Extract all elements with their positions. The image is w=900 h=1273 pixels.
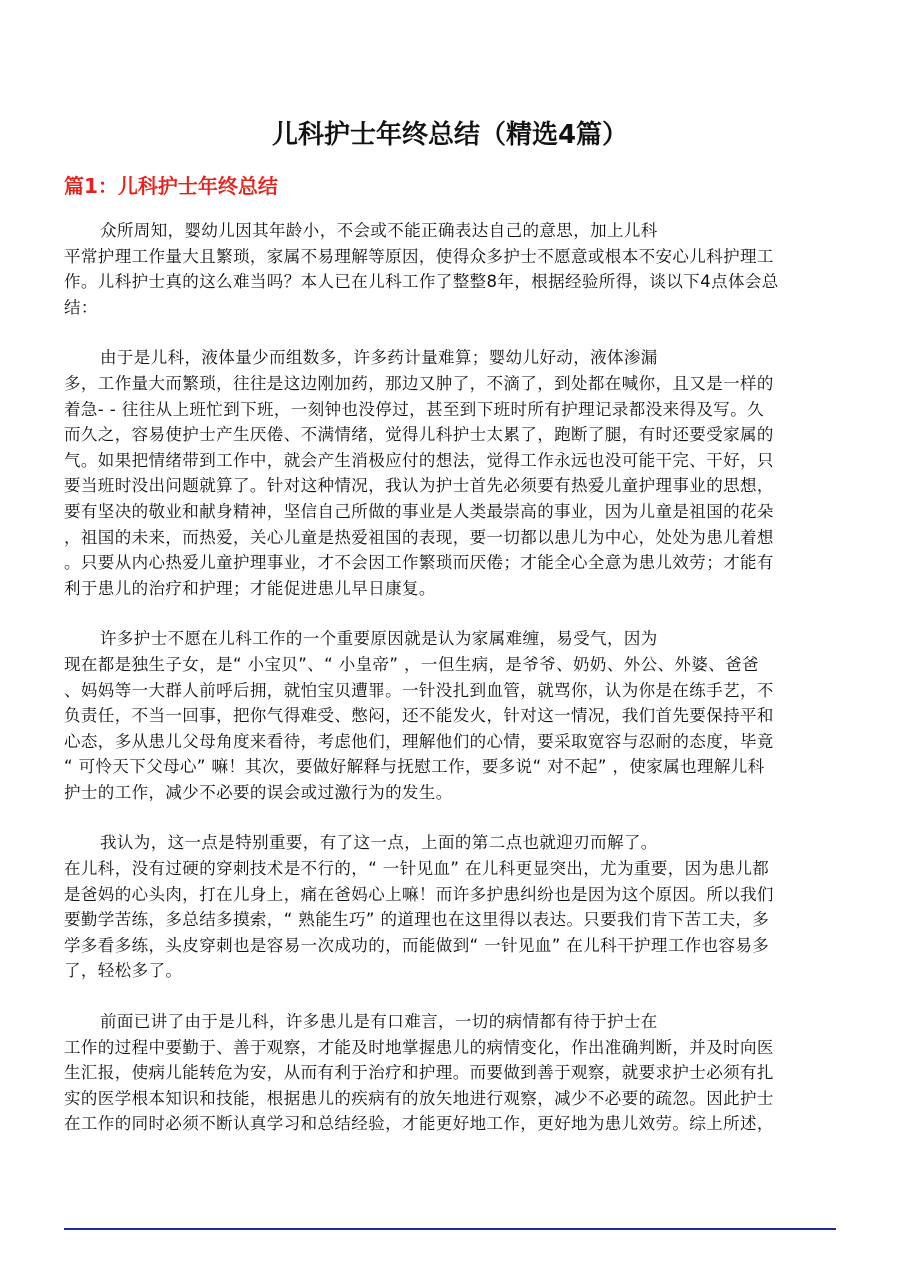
paragraph-line: 心态，多从患儿父母角度来看待，考虑他们，理解他们的心情，要采取宽容与忍耐的态度，毕竟	[64, 731, 774, 751]
paragraph-line: 利于患儿的治疗和护理；才能促进患儿早日康复。	[64, 578, 436, 598]
paragraph-line: 。只要从内心热爱儿童护理事业，才不会因工作繁琐而厌倦；才能全心全意为患儿效劳；才能有	[64, 553, 774, 573]
document-body	[64, 218, 836, 1162]
paragraph	[64, 626, 836, 805]
paragraph-line: 要勤学苦练，多总结多摸索，“ 熟能生巧” 的道理也在这里得以表达。只要我们肯下苦工夫，多	[64, 910, 770, 930]
paragraph-line: 负责任，不当一回事，把你气得难受、憋闷，还不能发火，针对这一情况，我们首先要保持平和	[64, 706, 774, 726]
section-heading: 篇1：儿科护士年终总结	[64, 174, 278, 198]
paragraph	[64, 830, 836, 984]
paragraph-line: 是爸妈的心头肉，打在儿身上，痛在爸妈心上嘛！而许多护患纠纷也是因为这个原因。所以我们	[64, 884, 774, 904]
paragraph-line: 前面已讲了由于是儿科，许多患儿是有口难言，一切的病情都有待于护士在	[100, 1012, 658, 1032]
paragraph-line: 实的医学根本知识和技能，根据患儿的疾病有的放矢地进行观察，减少不必要的疏忽。因此护士	[64, 1088, 774, 1108]
paragraph-line: 我认为，这一点是特别重要，有了这一点，上面的第二点也就迎刃而解了。	[100, 833, 658, 853]
document-title: 儿科护士年终总结（精选4篇）	[271, 120, 629, 150]
paragraph-line: 在儿科，没有过硬的穿刺技术是不行的，“ 一针见血” 在儿科更显突出，尤为重要，因为患儿都	[64, 859, 770, 879]
paragraph-line: 现在都是独生子女，是“ 小宝贝”、“ 小皇帝” ，一但生病，是爷爷、奶奶、外公、外婆、爸爸	[64, 654, 759, 674]
paragraph-line: 要有坚决的敬业和献身精神，坚信自己所做的事业是人类最崇高的事业，因为儿童是祖国的花朵	[64, 501, 774, 521]
paragraph-line: 而久之，容易使护士产生厌倦、不满情绪，觉得儿科护士太累了，跑断了腿，有时还要受家属的	[64, 425, 774, 445]
paragraph-line: 、妈妈等一大群人前呼后拥，就怕宝贝遭罪。一针没扎到血管，就骂你，认为你是在练手艺，不	[64, 680, 774, 700]
paragraph-line: 工作的过程中要勤于、善于观察，才能及时地掌握患儿的病情变化，作出准确判断，并及时向医	[64, 1037, 774, 1057]
paragraph-line: 生汇报，使病儿能转危为安，从而有利于治疗和护理。而要做到善于观察，就要求护士必须有扎	[64, 1063, 774, 1083]
paragraph-line: 平常护理工作量大且繁琐，家属不易理解等原因，使得众多护士不愿意或根本不安心儿科护理工	[64, 246, 774, 266]
footer-divider	[64, 1228, 836, 1230]
paragraph-line: 着急- - 往往从上班忙到下班，一刻钟也没停过，甚至到下班时所有护理记录都没来得及写。久	[64, 399, 764, 419]
paragraph	[64, 345, 836, 601]
paragraph-line: “ 可怜天下父母心” 嘛！其次，要做好解释与抚慰工作，要多说“ 对不起” ，使家属也理解儿科	[64, 757, 765, 777]
paragraph-line: 由于是儿科，液体量少而组数多，许多药计量难算；婴幼儿好动，液体渗漏	[100, 348, 658, 368]
paragraph-line: 在工作的同时必须不断认真学习和总结经验，才能更好地工作，更好地为患儿效劳。综上所述，	[64, 1114, 774, 1134]
paragraph-line: 许多护士不愿在儿科工作的一个重要原因就是认为家属难缠，易受气，因为	[100, 629, 658, 649]
paragraph-line: 了，轻松多了。	[64, 961, 183, 981]
paragraph	[64, 218, 836, 320]
paragraph-line: 护士的工作，减少不必要的误会或过激行为的发生。	[64, 782, 453, 802]
paragraph-line: 要当班时没出问题就算了。针对这种情况，我认为护士首先必须要有热爱儿童护理事业的思想，	[64, 476, 774, 496]
paragraph-line: 多，工作量大而繁琐，往往是这边刚加药，那边又肿了，不滴了，到处都在喊你，且又是一样的	[64, 373, 774, 393]
paragraph-line: 气。如果把情绪带到工作中，就会产生消极应付的想法，觉得工作永远也没可能干完、干好，只	[64, 450, 774, 470]
paragraph-line: 作。儿科护士真的这么难当吗？本人已在儿科工作了整整8年，根据经验所得，谈以下4点体会总	[64, 272, 779, 292]
paragraph-line: 学多看多练，头皮穿刺也是容易一次成功的，而能做到“ 一针见血” 在儿科干护理工作也容易多	[64, 935, 770, 955]
paragraph-line: 结：	[64, 297, 98, 317]
paragraph	[64, 1009, 836, 1137]
paragraph-line: ，祖国的未来，而热爱，关心儿童是热爱祖国的表现，要一切都以患儿为中心，处处为患儿着想	[64, 527, 774, 547]
paragraph-line: 众所周知，婴幼儿因其年龄小，不会或不能正确表达自己的意思，加上儿科	[100, 221, 658, 240]
